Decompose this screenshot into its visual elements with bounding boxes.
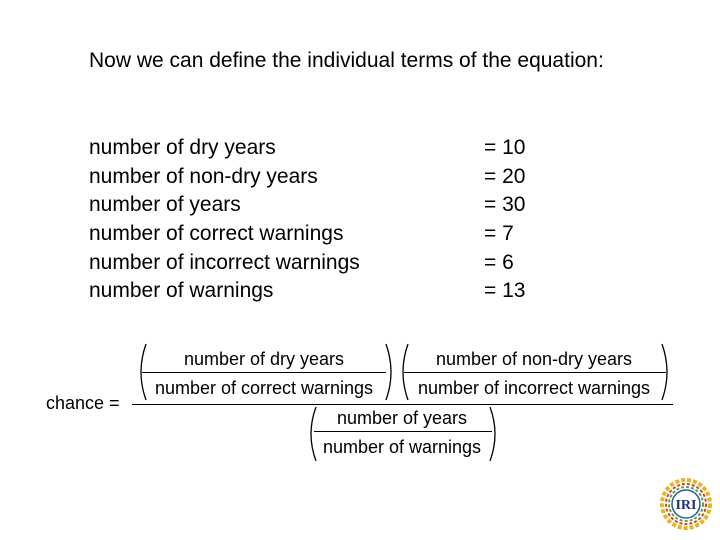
intro-text: Now we can define the individual terms of the equation: [89, 49, 604, 72]
definition-row [89, 163, 549, 192]
definition-row [89, 249, 549, 278]
definition-label: number of dry years [89, 136, 276, 159]
num-b-top: number of non-dry years [435, 349, 633, 369]
fraction-line-a [142, 372, 386, 373]
definitions-list [89, 134, 549, 306]
den-top: number of years [336, 408, 468, 428]
definition-row [89, 220, 549, 249]
definition-row [89, 191, 549, 220]
formula-lhs: chance = [46, 393, 120, 413]
definition-value: = 13 [484, 279, 526, 303]
definition-label: number of warnings [89, 279, 274, 303]
fraction-line-den [314, 431, 492, 432]
definition-row [89, 277, 549, 306]
definition-value: = 7 [484, 222, 514, 246]
definition-label: number of non-dry years [89, 164, 318, 188]
logo-text: IRI [675, 498, 697, 513]
definition-value: = 10 [484, 136, 526, 159]
definition-row [89, 134, 549, 163]
definition-value: = 30 [484, 193, 526, 217]
definition-label: number of correct warnings [89, 222, 344, 246]
left-paren-den [304, 406, 318, 462]
num-a-bottom: number of correct warnings [154, 378, 374, 398]
iri-logo-icon [660, 478, 712, 530]
den-bottom: number of warnings [322, 437, 482, 457]
definition-label: number of incorrect warnings [89, 250, 360, 274]
definition-value: = 20 [484, 164, 526, 188]
right-paren-den [488, 406, 502, 462]
fraction-line-b [404, 372, 666, 373]
right-paren-b [660, 343, 674, 401]
num-b-bottom: number of incorrect warnings [417, 378, 651, 398]
chance-formula [0, 330, 720, 470]
definition-value: = 6 [484, 250, 514, 274]
main-fraction-line [132, 404, 673, 405]
num-a-top: number of dry years [183, 349, 345, 369]
definition-label: number of years [89, 193, 241, 217]
